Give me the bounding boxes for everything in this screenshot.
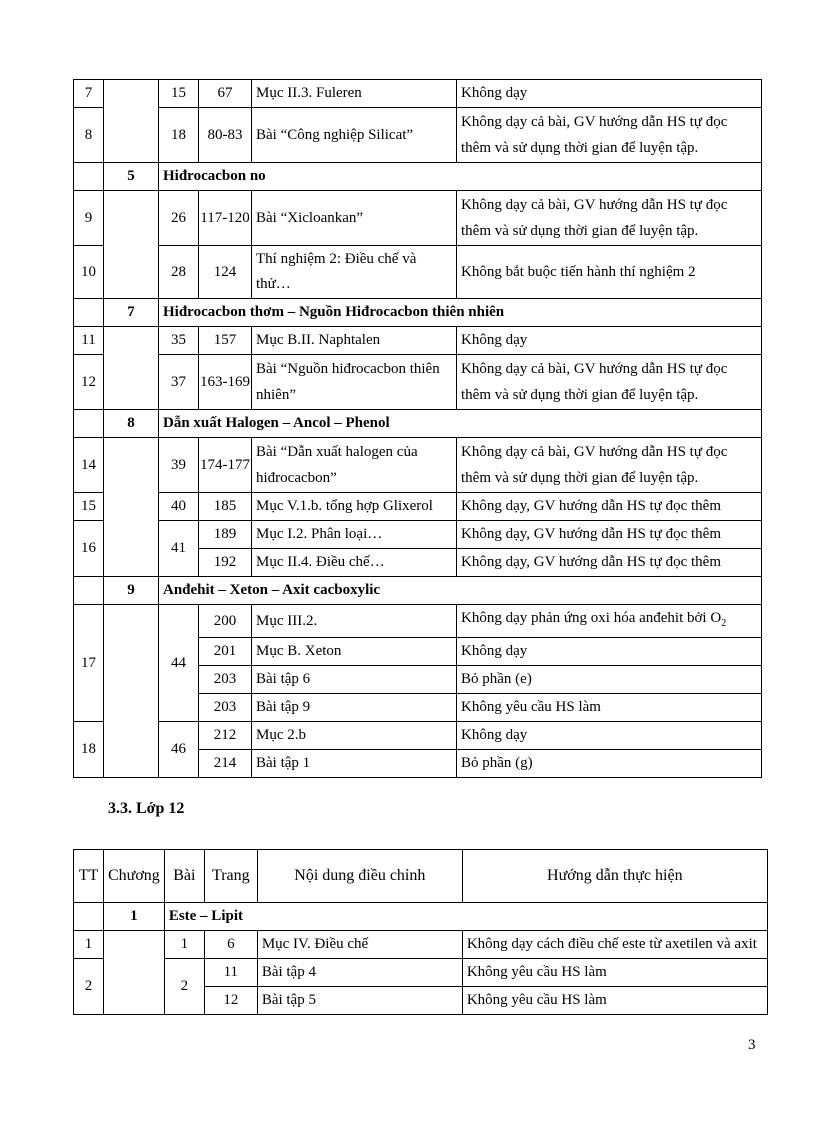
row-lesson: 46	[159, 722, 199, 778]
chapter-number: 5	[104, 163, 159, 191]
row-guidance: Không dạy cả bài, GV hướng dẫn HS tự đọc thêm và sử dụng thời gian để luyện tập.	[457, 191, 762, 246]
page-number: 3	[748, 1037, 756, 1053]
row-content: Bài tập 4	[257, 959, 462, 987]
chapter-number: 1	[104, 903, 165, 931]
row-content: Mục II.3. Fuleren	[252, 80, 457, 108]
row-guidance: Bỏ phần (e)	[457, 666, 762, 694]
row-content: Mục V.1.b. tổng hợp Glixerol	[252, 493, 457, 521]
row-page: 201	[199, 638, 252, 666]
row-page: 174-177	[199, 438, 252, 493]
table-row	[74, 521, 762, 549]
row-content: Mục III.2.	[252, 605, 457, 638]
row-guidance: Không dạy cả bài, GV hướng dẫn HS tự đọc thêm và sử dụng thời gian để luyện tập.	[457, 355, 762, 410]
row-chapter	[104, 438, 159, 577]
row-content: Bài tập 1	[252, 750, 457, 778]
header-lesson: Bài	[164, 850, 204, 903]
row-tt: 18	[74, 722, 104, 778]
row-tt: 8	[74, 108, 104, 163]
chapter-title: Anđehit – Xeton – Axit cacboxylic	[159, 577, 762, 605]
chapter-title: Este – Lipit	[164, 903, 767, 931]
header-chapter: Chương	[104, 850, 165, 903]
row-tt: 17	[74, 605, 104, 722]
table-row	[74, 355, 762, 410]
row-chapter	[104, 80, 159, 163]
row-tt: 7	[74, 80, 104, 108]
row-tt: 16	[74, 521, 104, 577]
row-page: 117-120	[199, 191, 252, 246]
adjustment-table-grade-11	[73, 79, 762, 778]
chapter-title: Hiđrocacbon no	[159, 163, 762, 191]
row-chapter	[104, 605, 159, 778]
row-tt: 15	[74, 493, 104, 521]
row-content: Bài tập 6	[252, 666, 457, 694]
row-guidance: Không dạy cách điều chế este từ axetilen và axit	[462, 931, 767, 959]
row-page: 124	[199, 246, 252, 299]
chapter-title: Dẫn xuất Halogen – Ancol – Phenol	[159, 410, 762, 438]
row-lesson: 28	[159, 246, 199, 299]
row-page: 163-169	[199, 355, 252, 410]
row-page: 80-83	[199, 108, 252, 163]
row-guidance: Không dạy cả bài, GV hướng dẫn HS tự đọc thêm và sử dụng thời gian để luyện tập.	[457, 438, 762, 493]
row-guidance: Không dạy, GV hướng dẫn HS tự đọc thêm	[457, 521, 762, 549]
row-page: 12	[204, 987, 257, 1015]
chapter-title: Hiđrocacbon thơm – Nguồn Hiđrocacbon thiên nhiên	[159, 299, 762, 327]
row-chapter	[104, 327, 159, 410]
row-content: Mục 2.b	[252, 722, 457, 750]
row-content: Mục B. Xeton	[252, 638, 457, 666]
header-tt: TT	[74, 850, 104, 903]
row-page: 11	[204, 959, 257, 987]
row-lesson: 15	[159, 80, 199, 108]
chapter-row	[74, 163, 762, 191]
row-guidance: Không dạy	[457, 80, 762, 108]
row-lesson: 1	[164, 931, 204, 959]
row-tt: 2	[74, 959, 104, 1015]
row-content: Mục IV. Điều chế	[257, 931, 462, 959]
table-row	[74, 191, 762, 246]
row-lesson: 26	[159, 191, 199, 246]
table-row	[74, 605, 762, 638]
row-tt: 11	[74, 327, 104, 355]
row-content: Bài tập 9	[252, 694, 457, 722]
row-tt: 1	[74, 931, 104, 959]
table-row	[74, 722, 762, 750]
row-guidance: Không yêu cầu HS làm	[462, 959, 767, 987]
row-guidance: Không yêu cầu HS làm	[457, 694, 762, 722]
row-page: 200	[199, 605, 252, 638]
row-lesson: 41	[159, 521, 199, 577]
row-lesson: 35	[159, 327, 199, 355]
table-header-row	[74, 850, 768, 903]
table-row	[74, 931, 768, 959]
row-content: Bài “Nguồn hiđrocacbon thiên nhiên”	[252, 355, 457, 410]
header-page: Trang	[204, 850, 257, 903]
row-guidance: Không dạy	[457, 638, 762, 666]
row-chapter	[104, 191, 159, 299]
table-row	[74, 493, 762, 521]
row-page: 212	[199, 722, 252, 750]
table-row	[74, 80, 762, 108]
row-guidance: Không dạy, GV hướng dẫn HS tự đọc thêm	[457, 493, 762, 521]
adjustment-table-grade-12	[73, 849, 768, 1015]
row-tt: 9	[74, 191, 104, 246]
section-title: 3.3. Lớp 12	[108, 800, 185, 817]
chapter-row	[74, 903, 768, 931]
row-guidance: Không bắt buộc tiến hành thí nghiệm 2	[457, 246, 762, 299]
row-content: Bài “Xicloankan”	[252, 191, 457, 246]
table-row	[74, 438, 762, 493]
row-tt: 10	[74, 246, 104, 299]
table-row	[74, 246, 762, 299]
row-content: Mục II.4. Điều chế…	[252, 549, 457, 577]
row-content: Mục B.II. Naphtalen	[252, 327, 457, 355]
row-tt: 14	[74, 438, 104, 493]
chapter-row	[74, 299, 762, 327]
chapter-number: 9	[104, 577, 159, 605]
row-page: 157	[199, 327, 252, 355]
row-page: 6	[204, 931, 257, 959]
row-chapter	[104, 931, 165, 1015]
row-guidance: Bỏ phần (g)	[457, 750, 762, 778]
table-row	[74, 959, 768, 987]
header-guidance: Hướng dẫn thực hiện	[462, 850, 767, 903]
row-page: 189	[199, 521, 252, 549]
row-content: Mục I.2. Phân loại…	[252, 521, 457, 549]
row-page: 203	[199, 666, 252, 694]
row-content: Bài tập 5	[257, 987, 462, 1015]
row-page: 214	[199, 750, 252, 778]
row-page: 192	[199, 549, 252, 577]
chapter-number: 7	[104, 299, 159, 327]
row-content: Thí nghiệm 2: Điều chế và thử…	[252, 246, 457, 299]
row-guidance: Không dạy phản ứng oxi hóa anđehit bởi $O_2$	[457, 605, 762, 638]
row-page: 67	[199, 80, 252, 108]
row-content: Bài “Công nghiệp Silicat”	[252, 108, 457, 163]
row-guidance: Không yêu cầu HS làm	[462, 987, 767, 1015]
header-content: Nội dung điều chỉnh	[257, 850, 462, 903]
row-page: 203	[199, 694, 252, 722]
row-guidance: Không dạy cả bài, GV hướng dẫn HS tự đọc thêm và sử dụng thời gian để luyện tập.	[457, 108, 762, 163]
row-lesson: 37	[159, 355, 199, 410]
row-lesson: 39	[159, 438, 199, 493]
row-lesson: 40	[159, 493, 199, 521]
row-guidance: Không dạy	[457, 722, 762, 750]
row-lesson: 18	[159, 108, 199, 163]
row-guidance: Không dạy, GV hướng dẫn HS tự đọc thêm	[457, 549, 762, 577]
table-row	[74, 108, 762, 163]
row-page: 185	[199, 493, 252, 521]
row-lesson: 44	[159, 605, 199, 722]
row-content: Bài “Dẫn xuất halogen của hiđrocacbon”	[252, 438, 457, 493]
chapter-row	[74, 577, 762, 605]
row-tt: 12	[74, 355, 104, 410]
row-lesson: 2	[164, 959, 204, 1015]
chapter-row	[74, 410, 762, 438]
table-row	[74, 327, 762, 355]
row-guidance: Không dạy	[457, 327, 762, 355]
chapter-number: 8	[104, 410, 159, 438]
